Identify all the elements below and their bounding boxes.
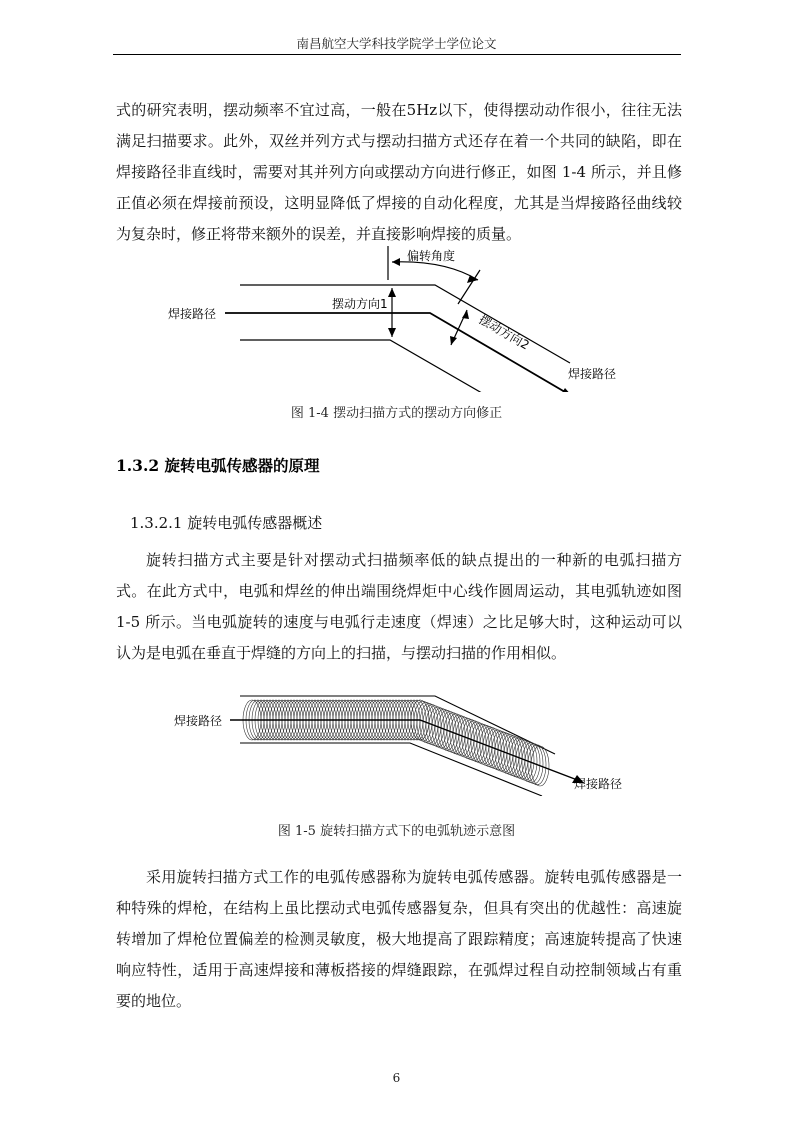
fig1-label-path-left: 焊接路径 — [168, 307, 217, 321]
fig1-label-path-right: 焊接路径 — [568, 367, 617, 381]
fig1-upper-boundary — [240, 285, 570, 363]
figure-1-5-diagram — [170, 686, 630, 796]
page-number: 6 — [392, 1071, 401, 1085]
fig2-label-path-right: 焊接路径 — [574, 777, 623, 791]
page-header: 南昌航空大学科技学院学士学位论文 — [296, 36, 497, 51]
paragraph-3: 采用旋转扫描方式工作的电弧传感器称为旋转电弧传感器。旋转电弧传感器是一种特殊的焊枪，在结构上虽比摆动式电弧传感器复杂，但具有突出的优越性：高速旋转增加了焊枪位置偏差的检测灵敏度，极大地提高了跟踪精度；高速旋转提高了快速响应特性，适用于高速焊接和薄板搭接的焊缝跟踪，在弧焊过程自动控制领域占有重要的地位。 — [116, 868, 682, 1010]
fig1-label-swing-dir1: 摆动方向1 — [332, 297, 388, 311]
paragraph-2: 旋转扫描方式主要是针对摆动式扫描频率低的缺点提出的一种新的电弧扫描方式。在此方式中，电弧和焊丝的伸出端围绕焊炬中心线作圆周运动，其电弧轨迹如图 1-5 所示。当电弧旋转的速度与电弧行走速度（焊速）之比足够大时，这种运动可以认为是电弧在垂直于焊缝的方向上的扫描，与摆动扫描的作用相似。 — [116, 551, 682, 662]
subsection-heading: 1.3.2.1 旋转电弧传感器概述 — [130, 514, 323, 532]
figure-1-4-caption: 图 1-4 摆动扫描方式的摆动方向修正 — [290, 406, 503, 421]
figure-1-5-caption: 图 1-5 旋转扫描方式下的电弧轨迹示意图 — [277, 824, 516, 839]
fig1-lower-boundary — [240, 340, 520, 392]
fig1-weld-path-line — [225, 313, 565, 392]
section-heading: 1.3.2 旋转电弧传感器的原理 — [116, 456, 320, 475]
fig1-label-rotation-angle: 偏转角度 — [407, 249, 456, 263]
fig1-label-swing-dir2: 摆动方向2 — [476, 312, 532, 353]
header-rule — [113, 54, 681, 55]
figure-1-4-diagram — [160, 242, 630, 392]
fig1-angle-arc — [392, 262, 478, 280]
fig2-label-path-left: 焊接路径 — [174, 714, 223, 728]
paragraph-1: 式的研究表明，摆动频率不宜过高，一般在5Hz以下，使得摆动动作很小，往往无法满足扫描要求。此外，双丝并列方式与摆动扫描方式还存在着一个共同的缺陷，即在焊接路径非直线时，需要对其并列方向或摆动方向进行修正，如图 1-4 所示，并且修正值必须在焊接前预设，这明显降低了焊接的自动化程度，尤其是当焊接路径曲线较为复杂时，修正将带来额外的误差，并直接影响焊接的质量。 — [116, 101, 682, 243]
fig2-upper-boundary — [240, 696, 555, 754]
